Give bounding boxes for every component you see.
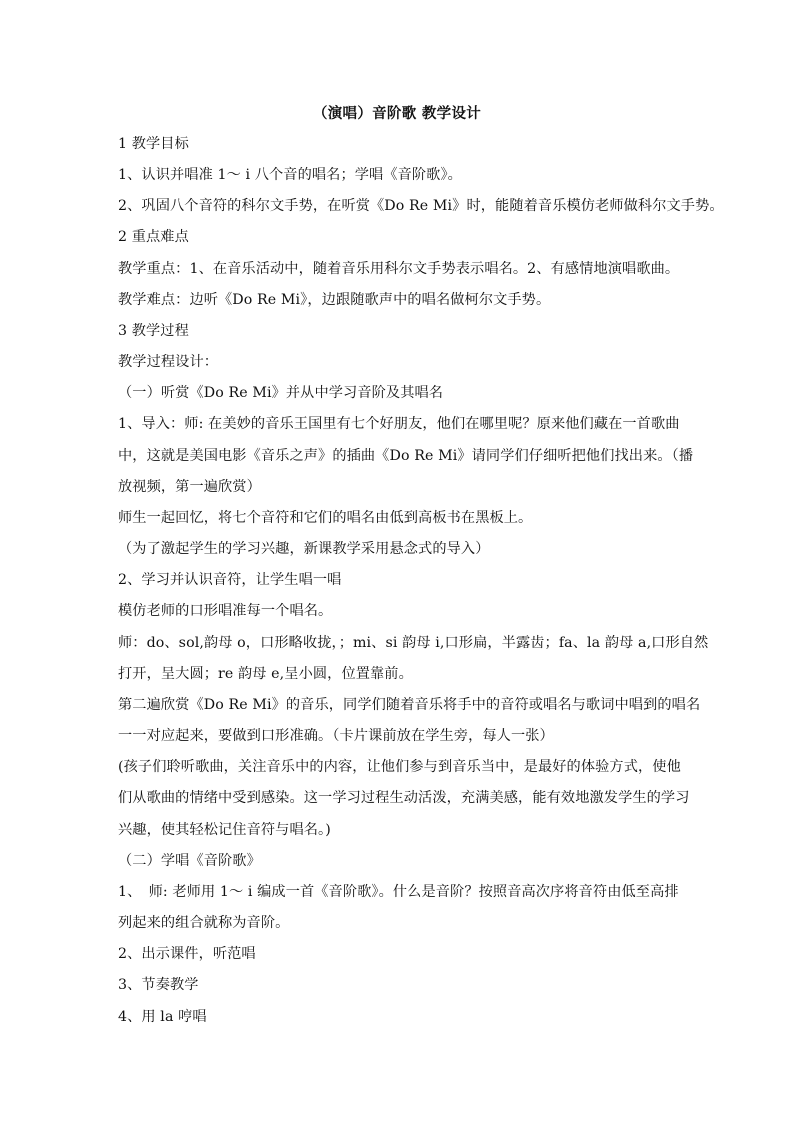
second-listen-line-1: 第二遍欣赏《Do Re Mi》的音乐，同学们随着音乐将手中的音符或唱名与歌词中唱到的唱名 xyxy=(118,697,701,713)
review-text: 师生一起回忆，将七个音符和它们的唱名由低到高板书在黑板上。 xyxy=(118,510,533,526)
note-line-1: (孩子们聆听歌曲，关注音乐中的内容，让他们参与到音乐当中，是最好的体验方式，使他 xyxy=(118,759,681,775)
section-heading-goals: 1 教学目标 xyxy=(118,136,189,152)
section-heading-key-points: 2 重点难点 xyxy=(118,229,189,245)
mouth-shape-line-2: 打开，呈大圆；re 韵母 e,呈小圆，位置靠前。 xyxy=(118,666,413,682)
document-title: （演唱）音阶歌 教学设计 xyxy=(312,105,482,122)
step-4-hum: 4、用 la 哼唱 xyxy=(118,1009,207,1025)
intro-note: （为了激起学生的学习兴趣，新课教学采用悬念式的导入） xyxy=(118,541,490,557)
imitate-text: 模仿老师的口形唱准每一个唱名。 xyxy=(118,603,333,619)
process-design-label: 教学过程设计： xyxy=(118,354,219,370)
step-2-listen: 2、出示课件，听范唱 xyxy=(118,946,256,962)
section-heading-process: 3 教学过程 xyxy=(118,323,189,339)
intro-line-1: 1、导入：师: 在美妙的音乐王国里有七个好朋友，他们在哪里呢？原来他们藏在一首歌曲 xyxy=(118,416,680,432)
difficulty-text: 教学难点：边听《Do Re Mi》，边跟随歌声中的唱名做柯尔文手势。 xyxy=(118,292,551,308)
intro-line-2: 中，这就是美国电影《音乐之声》的插曲《Do Re Mi》请同学们仔细听把他们找出来。（播 xyxy=(118,448,694,464)
teacher-line-2: 列起来的组合就称为音阶。 xyxy=(118,915,290,931)
second-listen-line-2: 一一对应起来，要做到口形准确。（卡片课前放在学生旁，每人一张） xyxy=(118,728,554,744)
mouth-shape-line-1: 师：do、sol,韵母 o，口形略收拢，；mi、si 韵母 i,口形扁，半露齿；fa、la 韵母 a,口形自然 xyxy=(118,635,709,651)
step-2-heading: 2、学习并认识音符，让学生唱一唱 xyxy=(118,572,342,588)
note-line-2: 们从歌曲的情绪中受到感染。这一学习过程生动活泼，充满美感，能有效地激发学生的学习 xyxy=(118,790,690,806)
goal-item-2: 2、巩固八个音符的科尔文手势，在听赏《Do Re Mi》时，能随着音乐模仿老师做科尔文手势。 xyxy=(118,198,724,214)
key-point-text: 教学重点：1、在音乐活动中，随着音乐用科尔文手势表示唱名。2、有感情地演唱歌曲。 xyxy=(118,261,680,277)
intro-line-3: 放视频，第一遍欣赏） xyxy=(118,479,261,495)
goal-item-1: 1、认识并唱准 1～ i 八个音的唱名；学唱《音阶歌》。 xyxy=(118,167,462,183)
note-line-3: 兴趣，使其轻松记住音符与唱名。) xyxy=(118,822,331,838)
subsection-heading-1: （一）听赏《Do Re Mi》并从中学习音阶及其唱名 xyxy=(118,385,444,401)
step-3-rhythm: 3、节奏教学 xyxy=(118,977,199,993)
subsection-heading-2: （二）学唱《音阶歌》 xyxy=(118,853,261,869)
teacher-line-1: 1、 师: 老师用 1～ i 编成一首《音阶歌》。什么是音阶？按照音高次序将音符由低至高排 xyxy=(118,884,679,900)
